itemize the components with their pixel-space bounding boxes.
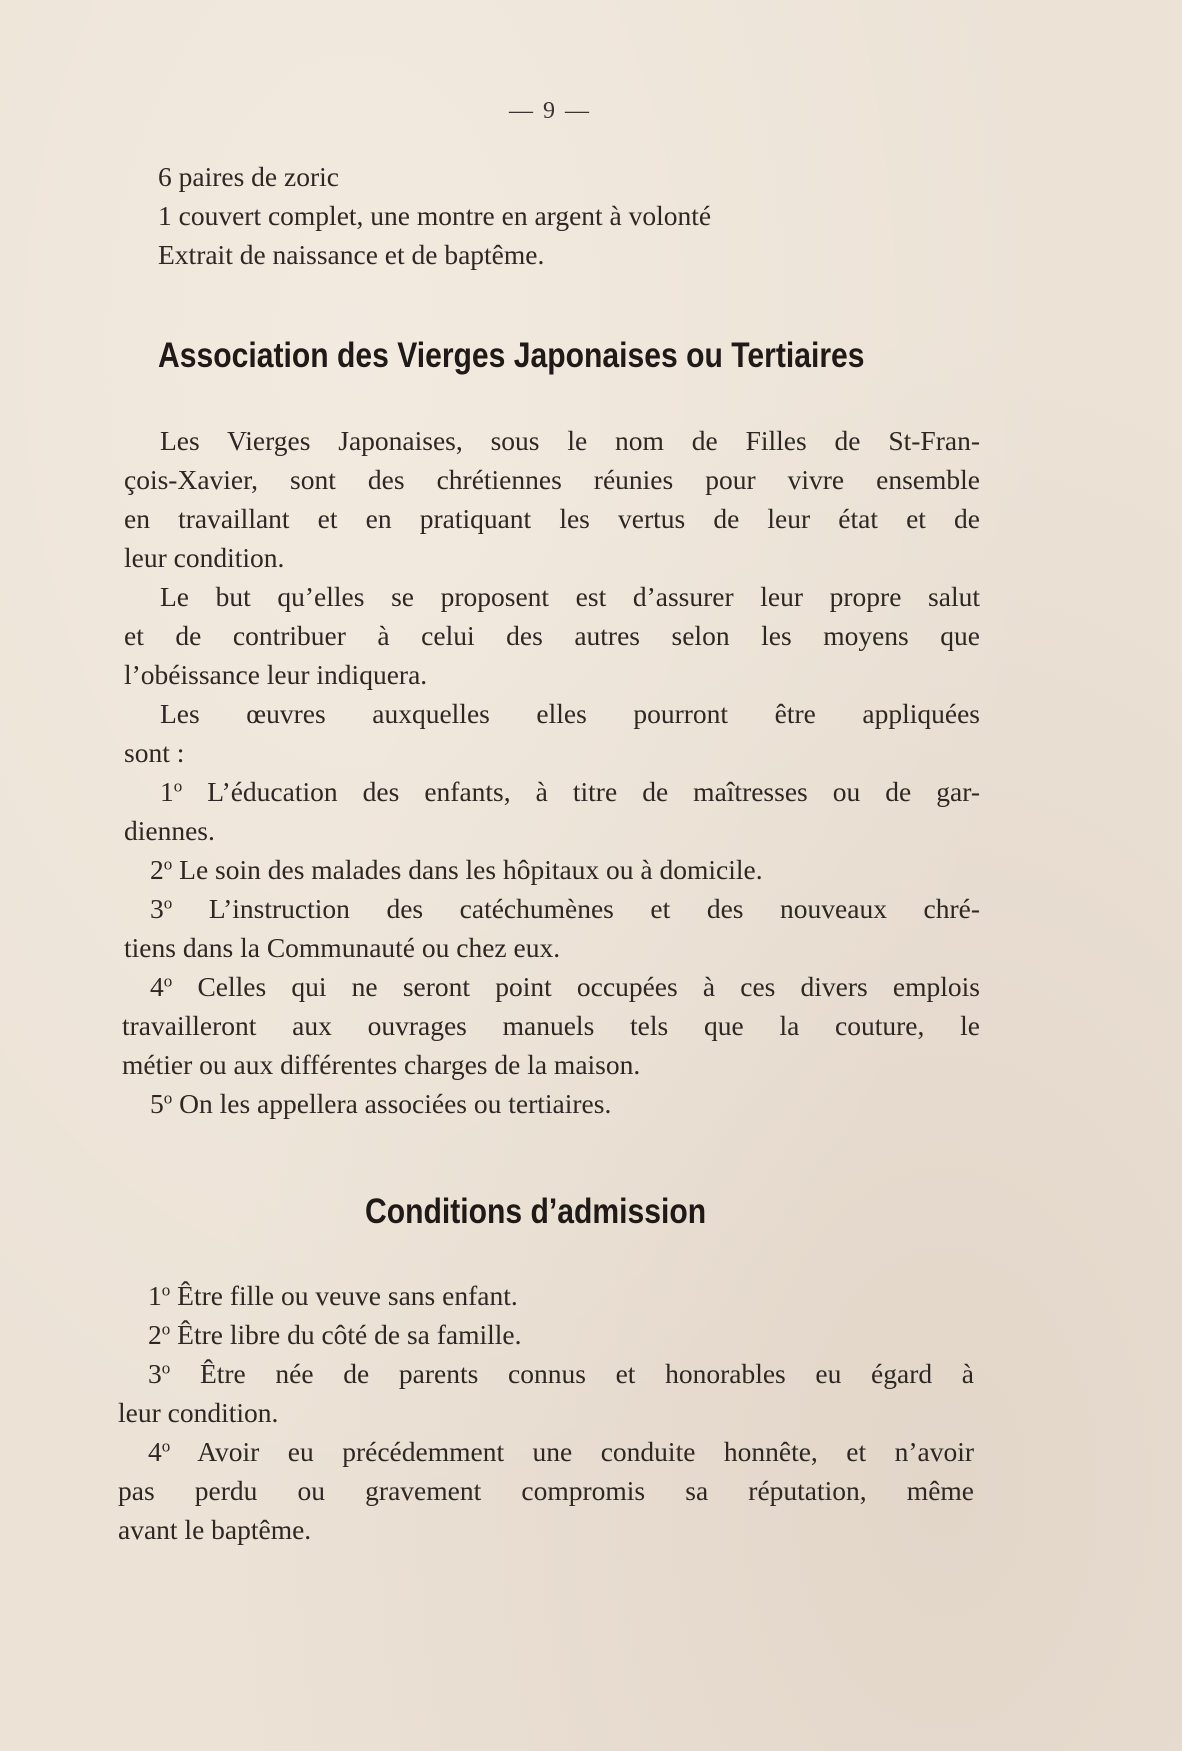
paragraph-line: pas perdu ou gravement compromis sa réputation, même — [118, 1475, 974, 1506]
item-number: 1$^o$ — [148, 1280, 171, 1311]
paragraph-line: sont : — [124, 737, 185, 768]
item-number: 1$^o$ — [160, 776, 183, 807]
paragraph-line: Les œuvres auxquelles elles pourront être appliquées — [160, 698, 980, 729]
paragraph-line: Le but qu’elles se proposent est d’assurer leur propre salut — [160, 581, 980, 612]
intro-line: Extrait de naissance et de baptême. — [158, 239, 545, 270]
paragraph-line: et de contribuer à celui des autres selon les moyens que — [124, 620, 980, 651]
paragraph-line: travailleront aux ouvrages manuels tels que la couture, le — [122, 1010, 980, 1041]
numbered-item: 1$^o$ Être fille ou veuve sans enfant. — [148, 1280, 518, 1311]
paragraph-line: leur condition. — [118, 1397, 279, 1428]
paragraph-line: çois-Xavier, sont des chrétiennes réunies pour vivre ensemble — [124, 464, 980, 495]
numbered-item: 2$^o$ Être libre du côté de sa famille. — [148, 1319, 522, 1350]
item-number: 3$^o$ — [148, 1358, 171, 1389]
item-number: 4$^o$ — [148, 1436, 171, 1467]
numbered-item: 1$^o$ L’éducation des enfants, à titre de maîtresses ou de gar- — [160, 776, 980, 807]
paragraph-line: diennes. — [124, 815, 215, 846]
paragraph-line: l’obéissance leur indiquera. — [124, 659, 428, 690]
item-number: 5$^o$ — [150, 1088, 173, 1119]
numbered-item: 4$^o$ Avoir eu précédemment une conduite honnête, et n’avoir — [148, 1436, 974, 1467]
intro-line: 1 couvert complet, une montre en argent à volonté — [158, 200, 712, 231]
item-number: 3$^o$ — [150, 893, 173, 924]
paragraph-line: métier ou aux différentes charges de la maison. — [122, 1049, 641, 1080]
section-heading-conditions: Conditions d’admission — [365, 1192, 707, 1231]
paragraph-line: Les Vierges Japonaises, sous le nom de Filles de St-Fran- — [160, 425, 980, 456]
item-number: 2$^o$ — [148, 1319, 171, 1350]
numbered-item: 4$^o$ Celles qui ne seront point occupées à ces divers emplois — [150, 971, 981, 1002]
numbered-item: 2$^o$ Le soin des malades dans les hôpitaux ou à domicile. — [150, 854, 763, 885]
section-heading-association: Association des Vierges Japonaises ou Tertiaires — [158, 336, 865, 375]
paragraph-line: tiens dans la Communauté ou chez eux. — [124, 932, 561, 963]
intro-line: 6 paires de zoric — [158, 161, 339, 192]
item-number: 2$^o$ — [150, 854, 173, 885]
numbered-item: 5$^o$ On les appellera associées ou tertiaires. — [150, 1088, 612, 1119]
paragraph-line: en travaillant et en pratiquant les vertus de leur état et de — [124, 503, 980, 534]
numbered-item: 3$^o$ Être née de parents connus et honorables eu égard à — [148, 1358, 975, 1389]
paragraph-line: avant le baptême. — [118, 1514, 312, 1545]
page-number: — 9 — — [509, 98, 591, 124]
item-number: 4$^o$ — [150, 971, 173, 1002]
paragraph-line: leur condition. — [124, 542, 285, 573]
numbered-item: 3$^o$ L’instruction des catéchumènes et des nouveaux chré- — [150, 893, 981, 924]
